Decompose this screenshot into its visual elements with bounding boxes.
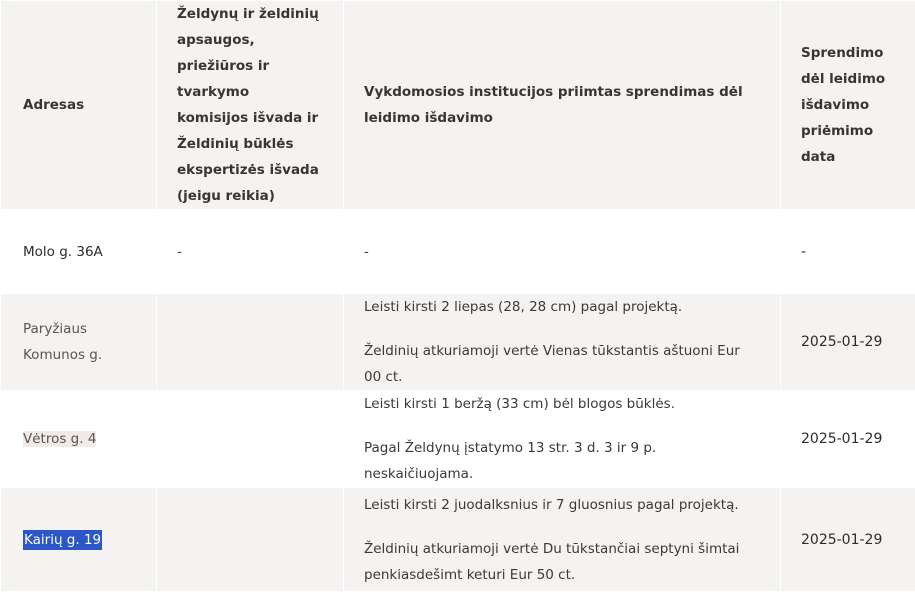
paragraph-gap [364,417,760,435]
cell-date: - [781,210,915,294]
header-address: Adresas [1,1,157,210]
table-header-row [1,1,915,210]
cell-date: 2025-01-29 [781,488,915,592]
cell-commission [157,294,344,391]
cell-decision [344,294,781,391]
table-row [1,488,915,592]
cell-address[interactable] [1,294,157,391]
decision-text: Leisti kirsti 2 juodalksnius ir 7 gluosnius pagal projektą. [364,492,760,518]
cell-commission [157,391,344,488]
cell-address[interactable] [1,391,157,488]
decision-text: Leisti kirsti 2 liepas (28, 28 cm) pagal projektą. [364,294,760,320]
address-text[interactable]: Paryžiaus Komunos g. [23,321,102,363]
decision-value-text: Pagal Želdynų įstatymo 13 str. 3 d. 3 ir 9 p. neskaičiuojama. [364,435,760,487]
decision-value-text: Želdinių atkuriamoji vertė Du tūkstančiai septyni šimtai penkiasdešimt keturi Eur 50 ct. [364,536,760,588]
cell-address[interactable] [1,488,157,592]
table-row [1,391,915,488]
cell-decision [344,488,781,592]
cell-commission: - [157,210,344,294]
address-text[interactable]: Molo g. 36A [23,244,103,260]
decision-text: - [364,239,760,265]
header-decision: Vykdomosios institucijos priimtas sprendimas dėl leidimo išdavimo [344,1,781,210]
paragraph-gap [364,518,760,536]
cell-decision [344,391,781,488]
table-row [1,210,915,294]
cell-address[interactable] [1,210,157,294]
cell-date: 2025-01-29 [781,294,915,391]
header-date: Sprendimo dėl leidimo išdavimo priėmimo data [781,1,915,210]
decision-text: Leisti kirsti 1 beržą (33 cm) bėl blogos būklės. [364,391,760,417]
cell-decision [344,210,781,294]
header-commission: Želdynų ir želdinių apsaugos, priežiūros ir tvarkymo komisijos išvada ir Želdinių būklės ekspertizės išvada (jeigu reikia) [157,1,344,210]
cell-date: 2025-01-29 [781,391,915,488]
address-text[interactable]: Vėtros g. 4 [23,431,96,447]
address-text-selected[interactable]: Kairių g. 19 [23,530,102,550]
paragraph-gap [364,320,760,338]
decision-value-text: Želdinių atkuriamoji vertė Vienas tūkstantis aštuoni Eur 00 ct. [364,338,760,390]
cell-commission [157,488,344,592]
table-row [1,294,915,391]
